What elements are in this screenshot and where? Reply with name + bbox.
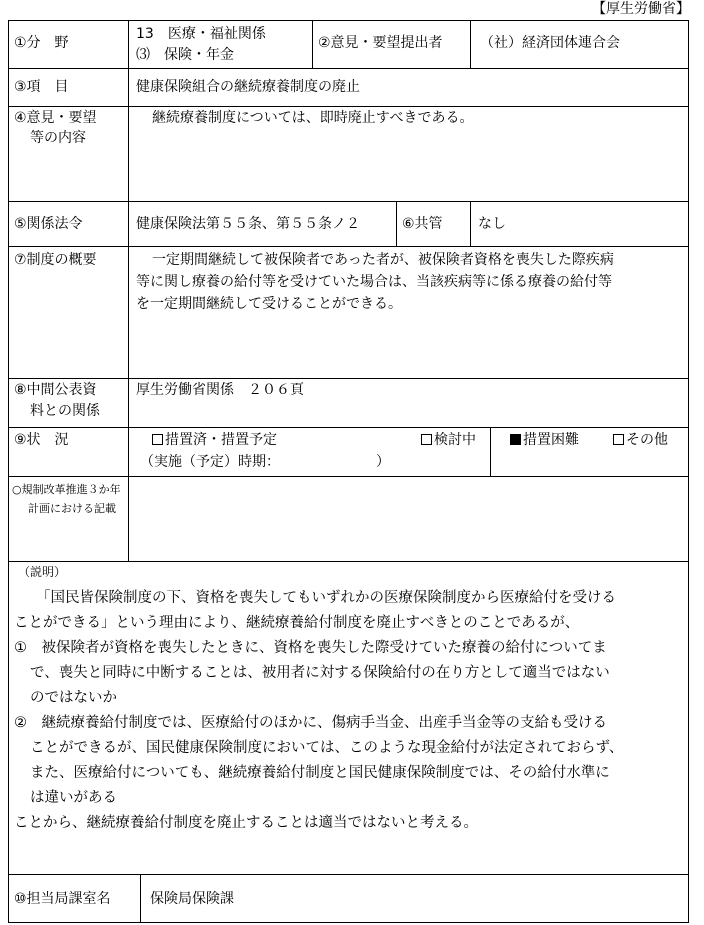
interim-label-2: 料との関係 — [30, 403, 100, 419]
submitter-label: ②意見・要望提出者 — [318, 35, 443, 51]
explanation-line-2: ことができる」という理由により、継続療養給付制度を廃止すべきとのことであるが、 — [14, 615, 580, 631]
explanation-line-4: で、喪失と同時に中断することは、被用者に対する保険給付の在り方として適当ではない — [30, 665, 610, 681]
explanation-heading: （説明） — [18, 565, 67, 579]
explanation-line-8: また、医療給付についても、継続療養給付制度と国民健康保険制度では、その給付水準に — [30, 765, 610, 781]
overview-line-1: 一定期間継続して被保険者であった者が、被保険者資格を喪失した際疾病 — [152, 252, 614, 268]
explanation-line-10: ことから、継続療養給付制度を廃止することは適当ではないと考える。 — [14, 815, 478, 831]
joint-label: ⑥共管 — [402, 216, 443, 232]
item-label: ③項 目 — [14, 79, 69, 95]
bureau-label: ⑩担当局課室名 — [14, 891, 111, 907]
plan-label-1: ○規制改革推進３か年 — [12, 483, 121, 496]
checkbox-difficult-checked[interactable] — [510, 434, 521, 445]
overview-line-2: 等に関し療養の給付等を受けていた場合は、当該疾病等に係る療養の給付等 — [136, 274, 612, 290]
explanation-line-3: ① 被保険者が資格を喪失したときに、資格を喪失した際受けていた療養の給付についてま — [14, 640, 607, 656]
submitter-value: （社）経済団体連合会 — [480, 35, 620, 51]
joint-value: なし — [478, 216, 506, 232]
explanation-line-6: ② 継続療養給付制度では、医療給付のほかに、傷病手当金、出産手当金等の支給も受ける — [14, 715, 607, 731]
checkbox-done[interactable] — [152, 434, 163, 445]
overview-line-3: を一定期間継続して受けることができる。 — [136, 296, 402, 312]
bureau-value: 保険局保険課 — [150, 891, 234, 907]
status-label: ⑨状 況 — [14, 432, 69, 448]
overview-label: ⑦制度の概要 — [14, 252, 97, 268]
status-option-done[interactable]: 措置済・措置予定 — [152, 430, 277, 450]
checkbox-other[interactable] — [613, 434, 624, 445]
ministry-tag: 【厚生労働省】 — [592, 1, 690, 17]
interim-label-1: ⑧中間公表資 — [14, 382, 97, 398]
opinion-value: 継続療養制度については、即時廃止すべきである。 — [152, 110, 474, 126]
status-option-other[interactable]: その他 — [613, 430, 668, 450]
explanation-line-7: ことができるが、国民健康保険制度においては、このような現金給付が法定されておらず、 — [30, 740, 624, 756]
field-line2: ⑶ 保険・年金 — [136, 47, 234, 63]
explanation-line-5: のではないか — [30, 690, 117, 706]
item-value: 健康保険組合の継続療養制度の廃止 — [136, 79, 360, 95]
status-option-review[interactable]: 検討中 — [421, 430, 476, 450]
checkbox-review[interactable] — [421, 434, 432, 445]
schedule-label: （実施（予定）時期： — [140, 454, 280, 470]
explanation-line-1: 「国民皆保険制度の下、資格を喪失してもいずれかの医療保険制度から医療給付を受ける — [36, 590, 616, 606]
status-option-difficult[interactable]: 措置困難 — [510, 430, 579, 450]
plan-label-2: 計画における記載 — [28, 502, 116, 515]
field-label: ①分 野 — [14, 35, 69, 51]
schedule-close: ） — [376, 454, 390, 470]
opinion-label-1: ④意見・要望 — [14, 110, 97, 126]
related-law-label: ⑤関係法令 — [14, 216, 83, 232]
opinion-label-2: 等の内容 — [30, 130, 86, 146]
explanation-line-9: は違いがある — [30, 790, 117, 806]
interim-value: 厚生労働省関係 ２０６頁 — [136, 382, 304, 398]
related-law-value: 健康保険法第５５条、第５５条ノ２ — [136, 216, 360, 232]
field-line1: 13 医療・福祉関係 — [136, 26, 266, 42]
